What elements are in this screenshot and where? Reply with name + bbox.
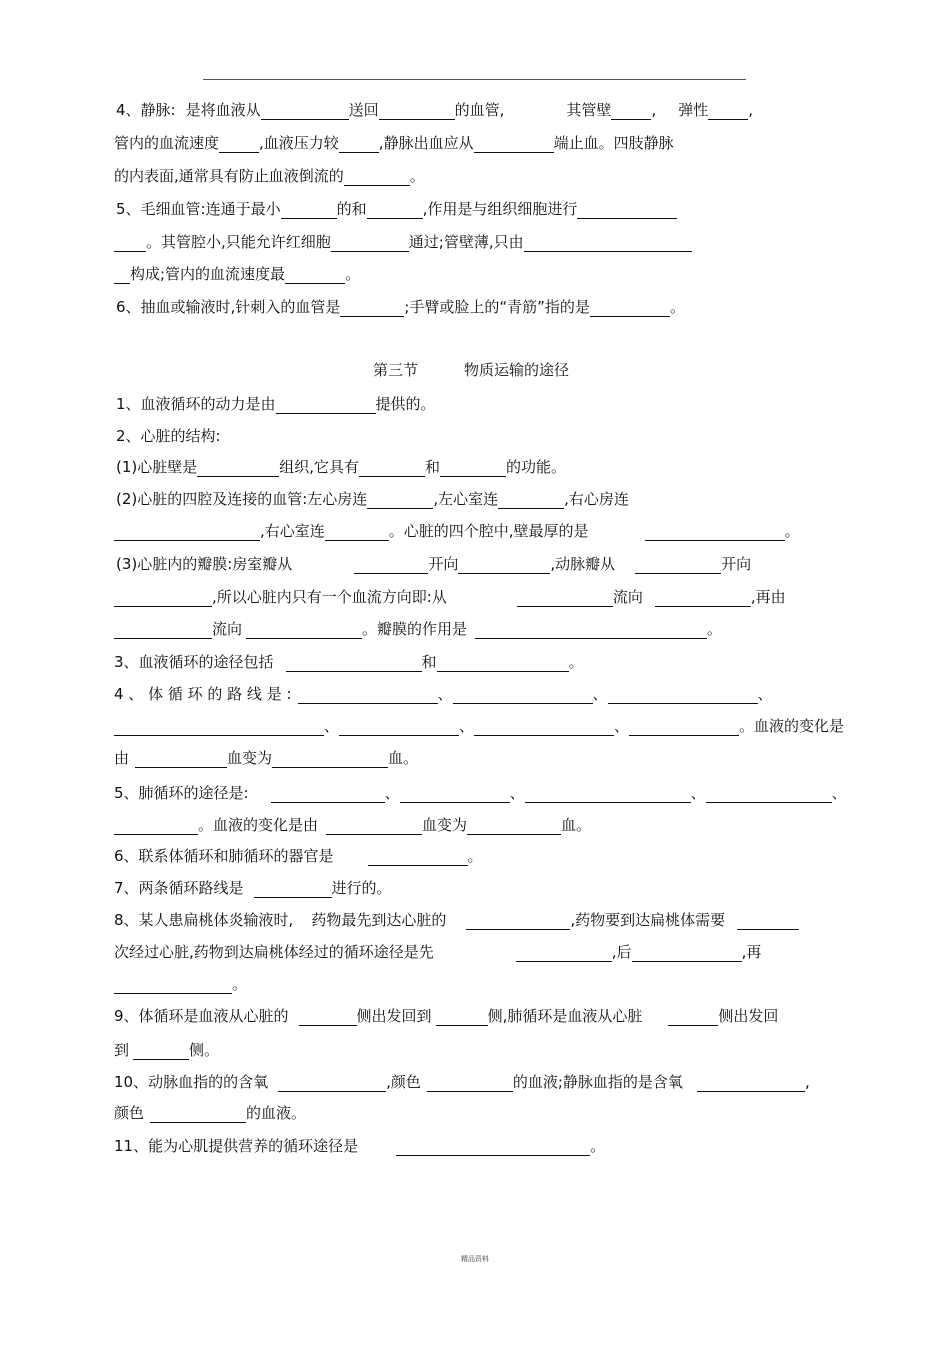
blank[interactable] <box>437 655 569 672</box>
blank[interactable] <box>276 397 376 414</box>
capillary-line-3: 构成;管内的血流速度最 。 <box>114 264 360 284</box>
q11-line: 11、能为心肌提供营养的循环途径是 。 <box>114 1137 606 1155</box>
blank[interactable] <box>400 786 510 803</box>
injection-line: 6、抽血或输液时,针刺入的血管是 ;手臂或脸上的“青筋”指的是 。 <box>116 298 685 316</box>
top-rule <box>203 79 746 80</box>
blank[interactable] <box>340 300 404 317</box>
q10-a: 10、动脉血指的的含氧 ,颜色 的血液;静脉血指的是含氧 , <box>114 1073 810 1091</box>
blank[interactable] <box>440 460 506 477</box>
blank[interactable] <box>286 655 422 672</box>
blank[interactable] <box>298 687 438 704</box>
q8-a: 8、某人患扁桃体炎输液时, 药物最先到达心脏的 ,药物要到达扁桃体需要 <box>114 910 799 930</box>
blank[interactable] <box>325 524 389 541</box>
q4-b: 、 、 、 。血液的变化是 <box>114 716 844 736</box>
blank[interactable] <box>135 751 227 768</box>
q2-s2a: (2)心脏的四腔及连接的血管:左心房连 ,左心室连 ,右心房连 <box>116 490 629 508</box>
blank[interactable] <box>668 1009 718 1026</box>
q7-line: 7、两条循环路线是 进行的。 <box>114 879 392 897</box>
q9-b: 到 侧。 <box>114 1041 220 1059</box>
blank[interactable] <box>737 913 799 930</box>
footer-label: 精品资料 <box>461 1255 489 1263</box>
blank[interactable] <box>339 136 379 153</box>
blank[interactable] <box>697 1075 805 1092</box>
blank[interactable] <box>474 719 614 736</box>
blank[interactable] <box>354 557 428 574</box>
blank[interactable] <box>326 818 422 835</box>
blank[interactable] <box>114 235 146 252</box>
blank[interactable] <box>645 524 785 541</box>
blank[interactable] <box>150 1106 246 1123</box>
blank[interactable] <box>516 945 612 962</box>
blank[interactable] <box>368 849 468 866</box>
blank[interactable] <box>611 103 651 120</box>
blank[interactable] <box>254 881 332 898</box>
blank[interactable] <box>246 622 362 639</box>
blank[interactable] <box>339 719 459 736</box>
blank[interactable] <box>114 267 130 284</box>
q2-s3b: ,所以心脏内只有一个血流方向即:从 流向 ,再由 <box>114 587 786 607</box>
blank[interactable] <box>453 687 593 704</box>
blank[interactable] <box>344 169 410 186</box>
vein-line-1: 4、静脉: 是将血液从 送回 的血管, 其管壁 , 弹性 , <box>116 101 754 119</box>
blank[interactable] <box>359 460 425 477</box>
blank[interactable] <box>608 687 758 704</box>
q8-c: 。 <box>114 974 247 994</box>
blank[interactable] <box>133 1043 189 1060</box>
blank[interactable] <box>114 590 212 607</box>
q4-a: 4 、 体 循 环 的 路 线 是 : 、 、 、 <box>114 685 773 703</box>
vein-line-3: 的内表面,通常具有防止血液倒流的 。 <box>114 167 425 185</box>
blank[interactable] <box>706 786 832 803</box>
blank[interactable] <box>427 1075 513 1092</box>
blank[interactable] <box>285 267 345 284</box>
blank[interactable] <box>281 202 337 219</box>
blank[interactable] <box>278 1075 386 1092</box>
blank[interactable] <box>467 818 561 835</box>
blank[interactable] <box>590 300 670 317</box>
blank[interactable] <box>466 913 570 930</box>
blank[interactable] <box>299 1009 357 1026</box>
q2-s3c: 流向 。瓣膜的作用是 。 <box>114 619 722 639</box>
capillary-line-1: 5、毛细血管:连通于最小 的和 ,作用是与组织细胞进行 <box>116 199 677 219</box>
blank[interactable] <box>458 557 550 574</box>
blank[interactable] <box>635 557 721 574</box>
blank[interactable] <box>114 977 232 994</box>
q10-b: 颜色 的血液。 <box>114 1104 307 1122</box>
blank[interactable] <box>498 492 564 509</box>
capillary-line-2: 。其管腔小,只能允许红细胞 通过;管壁薄,只由 <box>114 232 692 252</box>
q2-s2b: ,右心室连 。心脏的四个腔中,壁最厚的是 。 <box>114 521 800 541</box>
q2-head: 2、心脏的结构: <box>116 427 221 445</box>
q8-b: 次经过心脏,药物到达扁桃体经过的循环途径是先 ,后 ,再 <box>114 943 762 961</box>
q2-s1: (1)心脏壁是 组织,它具有 和 的功能。 <box>116 458 567 476</box>
blank[interactable] <box>219 136 259 153</box>
blank[interactable] <box>367 202 423 219</box>
blank[interactable] <box>114 719 324 736</box>
vein-line-2: 管内的血流速度 ,血液压力较 ,静脉出血应从 端止血。四肢静脉 <box>114 134 674 152</box>
blank[interactable] <box>114 524 260 541</box>
blank[interactable] <box>197 460 279 477</box>
q6-line: 6、联系体循环和肺循环的器官是 。 <box>114 847 483 865</box>
blank[interactable] <box>525 786 691 803</box>
blank[interactable] <box>114 622 212 639</box>
blank[interactable] <box>708 103 748 120</box>
blank[interactable] <box>632 945 742 962</box>
blank[interactable] <box>475 622 707 639</box>
q2-s3a: (3)心脏内的瓣膜:房室瓣从 开向 ,动脉瓣从 开向 <box>116 555 752 573</box>
blank[interactable] <box>655 590 751 607</box>
blank[interactable] <box>114 818 198 835</box>
blank[interactable] <box>517 590 613 607</box>
blank[interactable] <box>379 103 455 120</box>
blank[interactable] <box>331 235 409 252</box>
blank[interactable] <box>436 1009 488 1026</box>
q3-line: 3、血液循环的途径包括 和 。 <box>114 653 584 671</box>
section-title: 第三节 物质运输的途径 <box>373 361 570 379</box>
blank[interactable] <box>629 719 739 736</box>
q5-b: 。血液的变化是由 血变为 血。 <box>114 815 591 835</box>
q4-c: 由 血变为 血。 <box>114 749 419 767</box>
blank[interactable] <box>396 1139 590 1156</box>
q1-line: 1、血液循环的动力是由 提供的。 <box>116 395 436 413</box>
blank[interactable] <box>271 786 385 803</box>
blank[interactable] <box>272 751 388 768</box>
q5-a: 5、肺循环的途径是: 、 、 、 、 <box>114 784 847 802</box>
blank[interactable] <box>474 136 554 153</box>
blank[interactable] <box>367 492 433 509</box>
blank[interactable] <box>524 235 692 252</box>
q9-a: 9、体循环是血液从心脏的 侧出发回到 侧,肺循环是血液从心脏 侧出发回 <box>114 1007 779 1025</box>
blank[interactable] <box>261 103 349 120</box>
blank[interactable] <box>577 202 677 219</box>
